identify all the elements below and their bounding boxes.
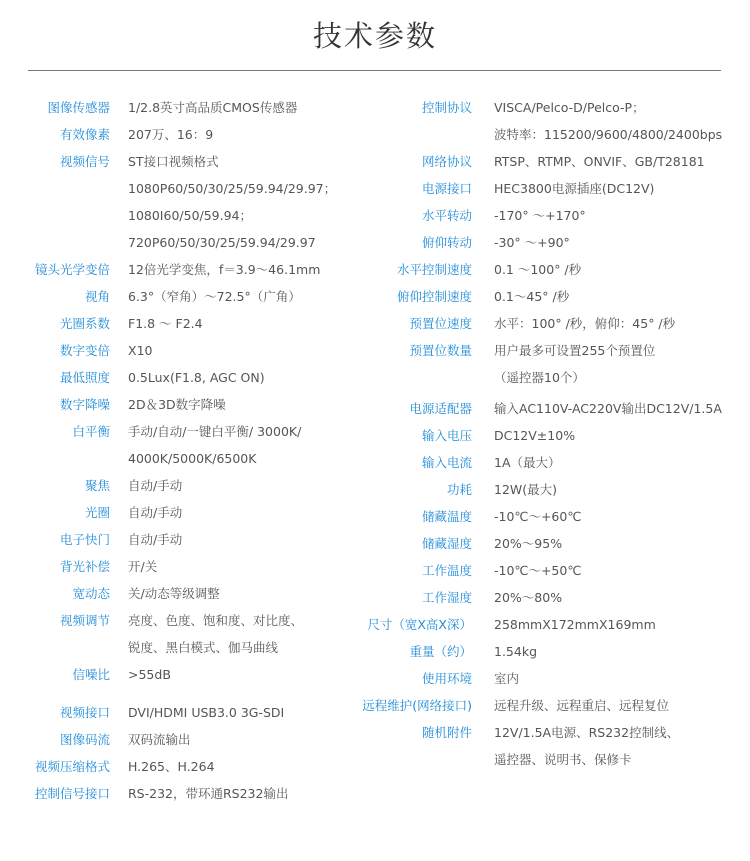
spec-value: DC12V±10% <box>494 428 576 443</box>
spec-value: 0.1 ～100° /秒 <box>494 262 582 277</box>
spec-label: 远程维护(网络接口) <box>362 698 472 713</box>
spec-label: 输入电压 <box>421 428 472 443</box>
spec-value: 6.3°（窄角）～72.5°（广角） <box>128 289 301 304</box>
spec-value: （遥控器10个） <box>494 370 585 385</box>
spec-value: H.265、H.264 <box>128 759 215 774</box>
spec-label: 控制信号接口 <box>34 786 110 801</box>
spec-label: 工作温度 <box>421 563 472 578</box>
spec-label: 电源接口 <box>421 181 472 196</box>
spec-label: 信噪比 <box>72 667 110 682</box>
spec-value: 亮度、色度、饱和度、对比度、 <box>128 613 304 628</box>
spec-label: 网络协议 <box>421 154 472 169</box>
spec-label: 储藏湿度 <box>421 536 472 551</box>
spec-label: 电子快门 <box>59 532 110 547</box>
spec-value: 2D＆3D数字降噪 <box>128 397 226 412</box>
spec-label: 宽动态 <box>72 586 110 601</box>
spec-value: 207万、16：9 <box>128 127 214 142</box>
spec-label: 视频压缩格式 <box>34 759 110 774</box>
spec-label: 数字降噪 <box>59 397 110 412</box>
spec-label: 图像传感器 <box>47 100 110 115</box>
spec-value: -10℃～+50℃ <box>494 563 582 578</box>
spec-label: 视频接口 <box>59 705 110 720</box>
spec-label: 有效像素 <box>59 127 110 142</box>
spec-label: 控制协议 <box>421 100 472 115</box>
spec-value: RS-232，带环通RS232输出 <box>128 786 289 801</box>
spec-value: 12W(最大) <box>494 482 558 497</box>
spec-value: 水平：100° /秒，俯仰：45° /秒 <box>494 316 676 331</box>
spec-label: 光圈 <box>84 505 110 520</box>
spec-value: 波特率：115200/9600/4800/2400bps <box>494 127 723 142</box>
spec-label: 数字变倍 <box>59 343 110 358</box>
spec-value: X10 <box>128 343 153 358</box>
spec-value: 双码流输出 <box>128 732 191 747</box>
spec-value: 远程升级、远程重启、远程复位 <box>494 698 670 713</box>
spec-value: 自动/手动 <box>128 532 183 547</box>
spec-label: 电源适配器 <box>409 401 472 416</box>
spec-value: 1A（最大） <box>494 455 561 470</box>
spec-label: 重量（约） <box>409 644 472 659</box>
spec-value: 遥控器、说明书、保修卡 <box>494 752 632 767</box>
spec-value: >55dB <box>128 667 171 682</box>
spec-value: 20%～95% <box>494 536 563 551</box>
spec-value: 室内 <box>494 671 520 686</box>
spec-value: -170° ～+170° <box>494 208 586 223</box>
spec-label: 输入电流 <box>421 455 472 470</box>
spec-value: 开/关 <box>128 559 158 574</box>
spec-value: 1080I60/50/59.94； <box>128 208 253 223</box>
spec-label: 镜头光学变倍 <box>34 262 110 277</box>
spec-label: 最低照度 <box>59 370 110 385</box>
spec-value: VISCA/Pelco-D/Pelco-P； <box>494 100 645 115</box>
spec-label: 白平衡 <box>72 424 110 439</box>
spec-value: 关/动态等级调整 <box>128 586 220 601</box>
spec-value: 4000K/5000K/6500K <box>128 451 257 466</box>
spec-value: RTSP、RTMP、ONVIF、GB/T28181 <box>494 154 705 169</box>
spec-value: 输入AC110V-AC220V输出DC12V/1.5A <box>494 401 722 416</box>
spec-value: 1080P60/50/30/25/59.94/29.97； <box>128 181 337 196</box>
spec-label: 储藏温度 <box>421 509 472 524</box>
spec-label: 尺寸（宽X高X深） <box>367 617 472 632</box>
spec-value: 720P60/50/30/25/59.94/29.97 <box>128 235 316 250</box>
spec-value: DVI/HDMI USB3.0 3G-SDI <box>128 705 285 720</box>
spec-label: 光圈系数 <box>59 316 110 331</box>
spec-label: 俯仰转动 <box>421 235 472 250</box>
spec-label: 使用环境 <box>421 671 472 686</box>
page-title: 技术参数 <box>312 19 437 53</box>
spec-value: -30° ～+90° <box>494 235 570 250</box>
spec-label: 水平控制速度 <box>396 262 472 277</box>
spec-value: 1.54kg <box>494 644 538 659</box>
spec-value: 用户最多可设置255个预置位 <box>494 343 656 358</box>
spec-value: 自动/手动 <box>128 478 183 493</box>
title-divider <box>28 70 721 71</box>
spec-label: 视频信号 <box>59 154 110 169</box>
spec-label: 随机附件 <box>421 725 472 740</box>
spec-label: 视频调节 <box>59 613 110 628</box>
spec-value: 锐度、黑白模式、伽马曲线 <box>128 640 279 655</box>
spec-value: ST接口视频格式 <box>128 154 219 169</box>
spec-label: 图像码流 <box>59 732 110 747</box>
spec-label: 工作湿度 <box>421 590 472 605</box>
spec-value: 12倍光学变焦，f＝3.9～46.1mm <box>128 262 321 277</box>
spec-label: 预置位速度 <box>409 316 472 331</box>
spec-value: 手动/自动/一键白平衡/ 3000K/ <box>128 424 302 439</box>
spec-value: 自动/手动 <box>128 505 183 520</box>
spec-value: 12V/1.5A电源、RS232控制线、 <box>494 725 680 740</box>
spec-label: 聚焦 <box>84 478 110 493</box>
spec-value: 258mmX172mmX169mm <box>494 617 656 632</box>
spec-label: 俯仰控制速度 <box>396 289 472 304</box>
spec-value: 20%～80% <box>494 590 563 605</box>
spec-label: 功耗 <box>446 482 472 497</box>
spec-label: 视角 <box>84 289 110 304</box>
spec-value: HEC3800电源插座(DC12V) <box>494 181 655 196</box>
spec-value: F1.8 ～ F2.4 <box>128 316 203 331</box>
spec-value: 0.1～45° /秒 <box>494 289 570 304</box>
spec-value: 0.5Lux(F1.8, AGC ON) <box>128 370 265 385</box>
spec-label: 背光补偿 <box>59 559 110 574</box>
spec-value: -10℃～+60℃ <box>494 509 582 524</box>
spec-label: 水平转动 <box>421 208 472 223</box>
spec-label: 预置位数量 <box>409 343 472 358</box>
spec-value: 1/2.8英寸高品质CMOS传感器 <box>128 100 298 115</box>
